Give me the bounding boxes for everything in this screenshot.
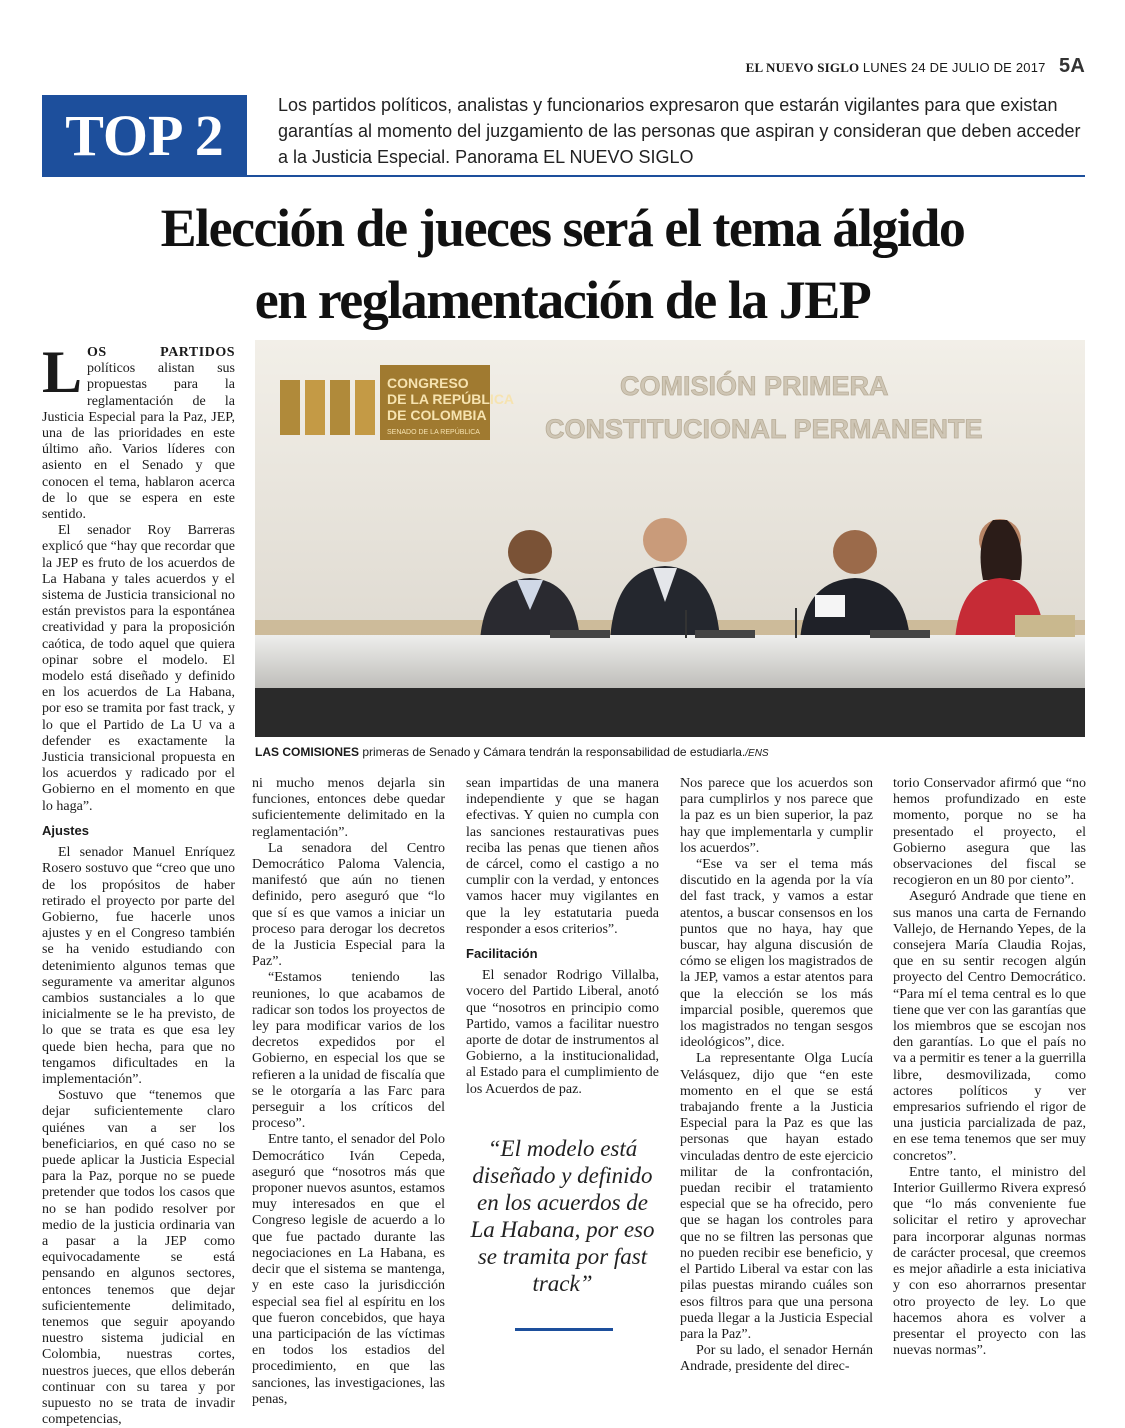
- section-summary: Los partidos políticos, analistas y funcionarios expresaron que estarán vigilantes para que existan garantías al momento del juzgamiento de las personas que aspiran y consideran que deben acceder a la Justicia Especial. Panorama EL NUEVO SIGLO: [278, 95, 1081, 167]
- photo-credit: /ENS: [745, 748, 769, 759]
- paragraph: El senador Manuel Enríquez Rosero sostuvo que “creo que uno de los propósitos de haber retirado el proyecto por parte del Gobierno, fue hacerle unos ajustes y en el Congreso también se ha venido estudiando con detenimiento algunos temas que seguramente va ameritar algunos cambios sustanciales a lo que inicialmente se le ha previsto, de lo que se trata es que esa ley quede bien hecha, para que no tengamos dificultades en la implementación”.: [42, 845, 235, 1087]
- paragraph: La senadora del Centro Democrático Paloma Valencia, manifestó que aún no tienen definido, pero aseguró que “lo que sí es que vamos a iniciar un proceso para derogar los decretos de la Justicia Especial para la Paz”.: [252, 840, 445, 970]
- pull-quote-rule: [515, 1328, 613, 1331]
- paragraph: La representante Olga Lucía Velásquez, dijo que “en este momento en el que se está trabajando frente a la Justicia Especial para la Paz es que las personas que hayan estado vinculadas dentro de este ejercicio militar de la confrontación, puedan recibir el tratamiento especial que se ha ofrecido, pero que se hagan los controles para que no se filtren las personas que no pueden recibir ese beneficio, y el Partido Liberal va estar con las pilas puestas mirando cuáles son esos filtros para que una persona pueda llegar a la Justicia Especial para la Paz”.: [680, 1051, 873, 1342]
- headline-line-2: en reglamentación de la JEP: [254, 270, 871, 330]
- paragraph: Nos parece que los acuerdos son para cumplirlos y nos parece que la paz es un bien superior, la paz hay que implementarla y cumplir los acuerdos”.: [680, 776, 873, 856]
- article-column-4: [680, 776, 873, 1376]
- caption-lead: LAS COMISIONES: [255, 745, 360, 759]
- wall-text-1: COMISIÓN PRIMERA: [620, 371, 889, 401]
- paragraph: Por su lado, el senador Hernán Andrade, presidente del direc-: [680, 1343, 873, 1375]
- headline-line-1: Elección de jueces será el tema álgido: [160, 198, 965, 258]
- section-label-box: [42, 95, 247, 175]
- paragraph: Aseguró Andrade que tiene en sus manos una carta de Fernando Vallejo, de Hernando Yepes, de la consejera María Claudia Rojas, que en su sentir recogen algún proyecto del Centro Democrático. “Para mí el tema central es lo que tiene que ver con las garantías que los miembros que se escojan nos den garantías. Lo que el país no va a permitir es tener a la guerrilla libre, desmovilizada, como actores políticos y ver empresarios sufriendo el rigor de una justicia parcializada de paz, en ese tema tenemos que ser muy concretos”.: [893, 889, 1086, 1164]
- sign-text-4: SENADO DE LA REPÚBLICA: [387, 429, 480, 436]
- paragraph: “Estamos teniendo las reuniones, lo que acabamos de radicar son todos los proyectos de ley para modificar varios de los decretos expedidos por el Gobierno, en especial los que se refieren a la unidad de fiscalía que se le otorgaría a las Farc para perseguir a los críticos del proceso”.: [252, 970, 445, 1132]
- paragraph: Entre tanto, el ministro del Interior Guillermo Rivera expresó que “lo más conveniente fue solicitar el retiro y aprovechar para incorporar algunas normas de carácter procesal, que creemos es mejor añadirle a esta iniciativa y con eso ahorrarnos presentar otro proyecto de ley. Lo que hacemos ahora es volver a presentar el proyecto con las nuevas normas”.: [893, 1164, 1086, 1359]
- subhead-ajustes: Ajustes: [42, 822, 89, 838]
- caption-text: primeras de Senado y Cámara tendrán la responsabilidad de estudiarla.: [359, 745, 746, 759]
- article-lead-paragraph: LOS PARTIDOS políticos alistan sus propuestas para la reglamentación de la Justicia Especial para la Paz, JEP, una de las prioridades en este último año. Varios líderes con asiento en el Senado y que conocen el tema, hablaron acerca de lo que se espera en este sentido.: [42, 339, 235, 523]
- section-divider: [42, 175, 1085, 177]
- article-photo: [255, 340, 1085, 737]
- issue-date: LUNES 24 DE JULIO DE 2017: [862, 60, 1046, 75]
- section-label: TOP 2: [65, 102, 224, 168]
- paragraph: El senador Rodrigo Villalba, vocero del Partido Liberal, anotó que “nosotros en principio como Partido, vamos a facilitar nuestro aporte de dotar de instrumentos al Gobierno, a la institucionalidad, al Estado para el cumplimiento de los Acuerdos de paz.: [466, 968, 659, 1097]
- article-headline: [40, 192, 1085, 336]
- sign-text-2: DE LA REPÚBLICA: [387, 391, 515, 407]
- wall-text-2: CONSTITUCIONAL PERMANENTE: [545, 414, 983, 444]
- page-folio: [746, 55, 1085, 78]
- photo-illustration: [255, 340, 1085, 737]
- sign-text-3: DE COLOMBIA: [387, 407, 487, 423]
- sign-text-1: CONGRESO: [387, 375, 469, 391]
- article-column-5: [893, 776, 1086, 1359]
- subhead-facilitacion: Facilitación: [466, 946, 538, 962]
- paragraph: El senador Roy Barreras explicó que “hay que recordar que la JEP es fruto de los acuerdos de La Habana y tales acuerdos y el sistema de Justicia transicional no están previstos para la espontánea creatividad y para la proposición caótica, de todo aquel que quiera opinar sobre el modelo. El modelo está diseñado y definido en los acuerdos de La Habana, por eso se tramita por fast track, y lo que el Partido de La U va a defender es exactamente la Justicia transicional propuesta en los acuerdos y radicado por el Gobierno en el momento en que lo haga”.: [42, 523, 235, 814]
- photo-caption: [255, 745, 1085, 759]
- lead-in: OS PARTIDOS: [87, 345, 235, 360]
- paragraph: Sostuvo que “tenemos que dejar suficientemente claro quiénes van a ser los beneficiarios, en qué caso no se puede aplicar la Justicia Especial para la Paz, porque no se puede pretender que todos los casos que no se han podido resolver por medio de la justicia ordinaria van a pasar a la JEP como equivocadamente se está pensando en algunos sectores, entonces tenemos que dejar suficientemente delimitado, tenemos que seguir apoyando nuestro sistema judicial en Colombia, nuestras cortes, nuestros jueces, que ellos deberán continuar con su tarea y por supuesto no se trata de invadir competencias,: [42, 1088, 235, 1428]
- article-column-3: [466, 776, 659, 1098]
- article-column-1: [42, 339, 235, 1428]
- article-column-2: [252, 776, 445, 1408]
- paragraph: Entre tanto, el senador del Polo Democrático Iván Cepeda, aseguró que “nosotros más que proponer nuevos asuntos, estamos muy interesados en que el Congreso legisle de acuerdo a lo que fue pactado durante las negociaciones en La Habana, es decir que el sistema se mantenga, y en este caso la jurisdicción especial sea fiel al espíritu en los que fueron concebidos, que haya una participación de las víctimas en todos los estadios del procedimiento, en que las sanciones, las investigaciones, las penas,: [252, 1132, 445, 1407]
- paragraph: “Ese va ser el tema más discutido en la agenda por la vía del fast track, y vamos a estar atentos, a buscar consensos en los puntos que no haya, hay que buscar, hay alguna discusión de cómo se eligen los magistrados de la JEP, vamos a estar atentos para que la elección se los más imparcial posible, queremos que los magistrados no tengan sesgos ideológicos”, dice.: [680, 857, 873, 1051]
- pull-quote: “El modelo está diseñado y definido en los acuerdos de La Habana, por eso se tramita por fast track”: [470, 1136, 655, 1296]
- paper-name: EL NUEVO SIGLO: [745, 60, 860, 75]
- page-number: 5A: [1059, 55, 1085, 77]
- paragraph: ni mucho menos dejarla sin funciones, entonces debe quedar suficientemente delimitado en la reglamentación”.: [252, 776, 445, 840]
- paragraph: sean impartidas de una manera independiente y que se hagan efectivas. Y quien no cumpla con las sanciones restaurativas pues reciba las penas que tienen años de cárcel, como el castigo a no cumplir con la verdad, y entonces vamos hacer muy vigilantes en que la ley estatutaria pueda responder a esos criterios”.: [466, 776, 659, 937]
- drop-cap: L: [42, 339, 83, 405]
- paragraph: torio Conservador afirmó que “no hemos profundizado en este momento, porque no se ha presentado el proyecto, el Gobierno asegura que las observaciones del fiscal se recogieron en un 80 por ciento”.: [893, 776, 1086, 889]
